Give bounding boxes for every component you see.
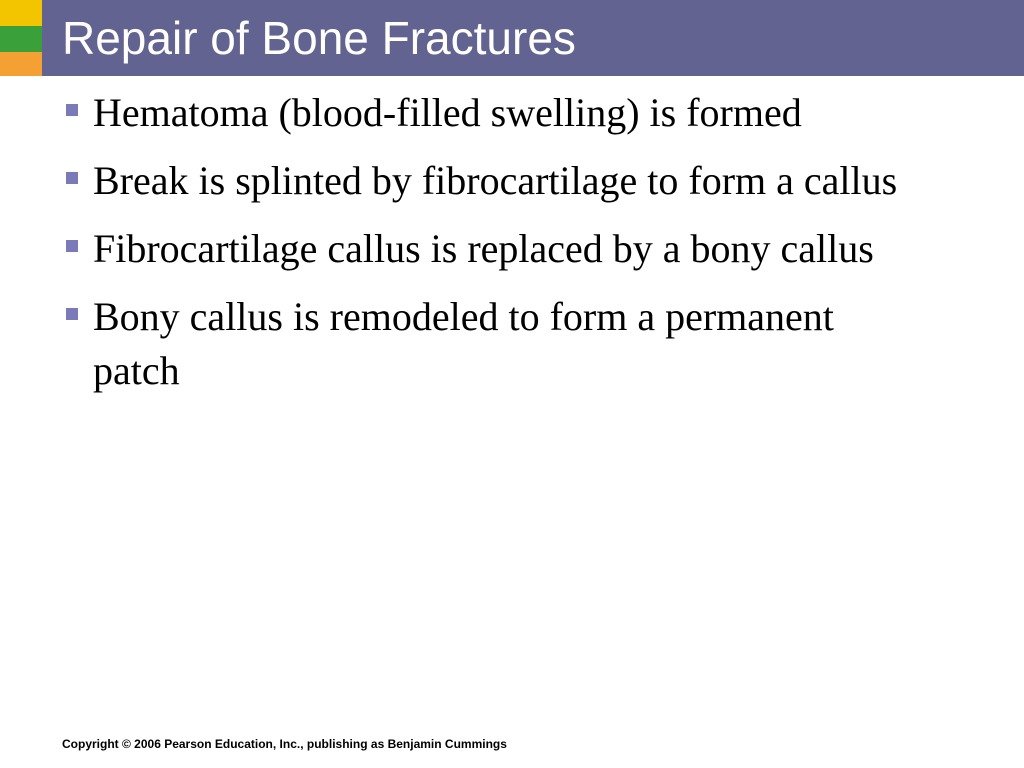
square-bullet-icon	[66, 240, 78, 252]
bullet-text: Hematoma (blood-filled swelling) is formed	[93, 90, 802, 135]
bullet-item	[62, 154, 922, 208]
bullet-text: Break is splinted by fibrocartilage to form a callus	[93, 158, 898, 203]
square-bullet-icon	[66, 104, 78, 116]
slide-title: Repair of Bone Fractures	[62, 12, 576, 64]
bullet-text: Fibrocartilage callus is replaced by a bony callus	[93, 226, 874, 271]
color-accent-strip	[0, 0, 42, 76]
bullet-item	[62, 290, 922, 398]
green-accent-block	[0, 26, 42, 52]
copyright-footer: Copyright © 2006 Pearson Education, Inc., publishing as Benjamin Cummings	[62, 737, 507, 751]
yellow-accent-block	[0, 0, 42, 26]
bullet-text: Bony callus is remodeled to form a permanent patch	[93, 294, 834, 393]
square-bullet-icon	[66, 172, 78, 184]
bullet-item	[62, 86, 922, 140]
bullet-list	[62, 86, 922, 412]
orange-accent-block	[0, 52, 42, 76]
square-bullet-icon	[66, 308, 78, 320]
bullet-item	[62, 222, 922, 276]
